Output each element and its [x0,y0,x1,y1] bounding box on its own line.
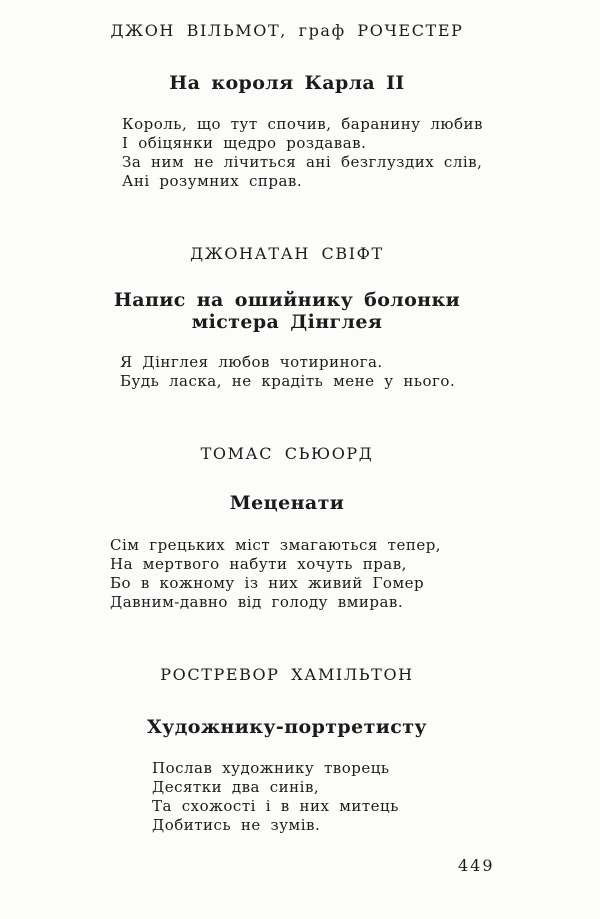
poem-title-line: Художнику-портретисту [147,716,427,738]
poem-title [88,289,486,333]
author-heading: РОСТРЕВОР ХАМІЛЬТОН [160,665,414,684]
poem-stanza [152,759,486,835]
poem-line: За ним не лічиться ані безглуздих слів, [122,153,483,171]
poem-line: І обіцянки щедро роздавав. [122,134,367,152]
author-heading: ТОМАС СЬЮОРД [200,444,374,463]
poem-title-line: На короля Карла II [169,72,405,94]
poem-title-line: Меценати [229,492,345,514]
poem-title [88,716,486,738]
author-heading: ДЖОНАТАН СВІФТ [190,244,384,263]
poem-stanza [120,353,486,391]
page-number: 449 [458,856,495,875]
poem-line: Десятки два синів, [152,778,320,796]
poem-stanza [110,536,486,612]
poem-title [88,72,486,94]
poem-title [88,492,486,514]
poem-line: Я Дінглея любов чотиринога. [120,353,383,371]
poem-line: Бо в кожному із них живий Гомер [110,574,425,592]
poem-line: Будь ласка, не крадіть мене у нього. [120,372,456,390]
poem-line: Король, що тут спочив, баранину любив [122,115,483,133]
text-column [88,0,486,835]
poem-line: Давним-давно від голоду вмирав. [110,593,404,611]
poem-line: Послав художнику творець [152,759,390,777]
poem-line: На мертвого набути хочуть прав, [110,555,407,573]
poem-line: Та схожості і в них митець [152,797,399,815]
poem-title-line: Напис на ошийнику болонки [113,289,461,311]
poem-title-line: містера Дінглея [191,311,383,333]
poem-line: Сім грецьких міст змагаються тепер, [110,536,442,554]
poem-line: Ані розумних справ. [122,172,303,190]
poem-line: Добитись не зумів. [152,816,321,834]
poem-stanza [122,115,486,191]
author-heading: ДЖОН ВІЛЬМОТ, граф РОЧЕСТЕР [110,21,464,40]
